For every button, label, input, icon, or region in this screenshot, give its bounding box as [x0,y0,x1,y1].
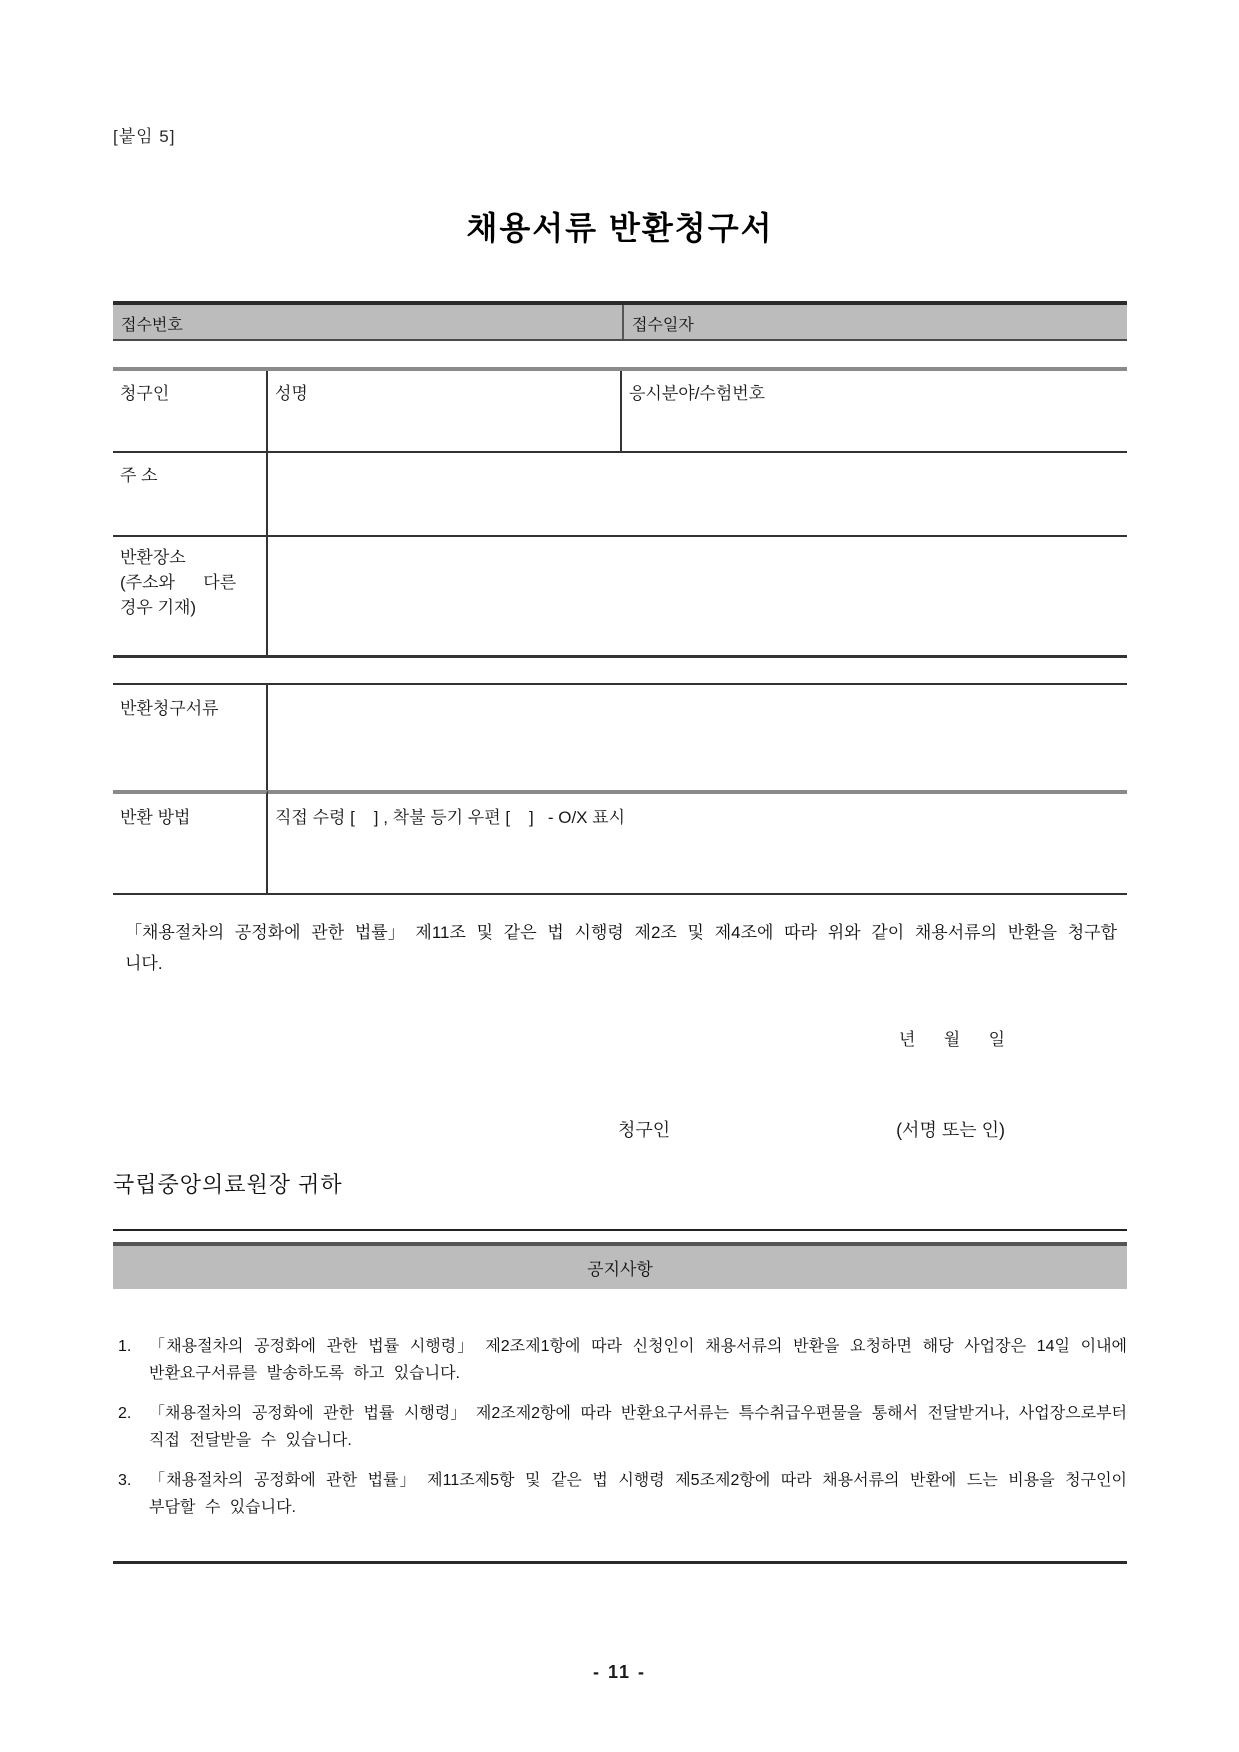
page-title: 채용서류 반환청구서 [466,210,774,246]
notice-item-2-number: 2. [118,1405,132,1422]
recipient-line: 국립중앙의료원장 귀하 [113,1172,343,1197]
reception-table [113,301,1127,341]
date-line: 년 월 일 [899,1030,1005,1049]
exam-field-label: 응시분야/수험번호 [629,384,766,403]
notice-item-1 [113,1333,1127,1387]
page-number: - 11 - [592,1662,647,1682]
notice-item-1-number: 1. [118,1338,132,1355]
return-place-value-cell [268,535,1127,655]
signer-label: 청구인 [618,1120,671,1140]
document-page [113,0,1127,1564]
attachment-label: [붙임 5] [113,127,176,146]
bottom-rule [113,1561,1127,1564]
address-value-cell [268,451,1127,535]
return-method-value: 직접 수령 [ ] , 착불 등기 우편 [ ] - O/X 표시 [268,790,1127,893]
return-place-line1: 반환장소 [120,548,186,567]
claimant-table [113,367,1127,658]
return-place-line2: (주소와 다른 [120,573,237,592]
return-docs-label: 반환청구서류 [113,685,268,790]
signature-line [113,1116,1127,1142]
return-docs-value-cell [268,685,1127,790]
notice-header-bar [113,1242,1127,1289]
divider-rule [113,1229,1127,1231]
notice-title: 공지사항 [587,1260,653,1279]
name-label: 성명 [268,371,622,451]
return-place-label [113,535,268,655]
notice-item-2-text: 「채용절차의 공정화에 관한 법률 시행령」 제2조제2항에 따라 반환요구서류는 특수취급우편물을 통해서 전달받거나, 사업장으로부터 직접 전달받을 수 있습니다. [149,1405,1127,1449]
claimant-label: 청구인 [113,371,268,451]
notice-item-3-number: 3. [118,1472,132,1489]
address-label: 주 소 [113,451,268,535]
return-method-label: 반환 방법 [113,790,268,893]
statement-paragraph: 「채용절차의 공정화에 관한 법률」 제11조 및 같은 법 시행령 제2조 및 제4조에 따라 위와 같이 채용서류의 반환을 청구합니다. [125,923,1117,973]
reception-number-cell: 접수번호 [113,305,622,339]
sign-note: (서명 또는 인) [896,1120,1005,1140]
notice-item-2 [113,1400,1127,1454]
return-place-line3: 경우 기재) [120,598,197,617]
notice-item-3 [113,1467,1127,1521]
notice-item-3-text: 「채용절차의 공정화에 관한 법률」 제11조제5항 및 같은 법 시행령 제5조제2항에 따라 채용서류의 반환에 드는 비용을 청구인이 부담할 수 있습니다. [149,1472,1127,1516]
notice-item-1-text: 「채용절차의 공정화에 관한 법률 시행령」 제2조제1항에 따라 신청인이 채용서류의 반환을 요청하면 해당 사업장은 14일 이내에 반환요구서류를 발송하도록 하고 있습니다. [149,1338,1127,1382]
reception-date-cell: 접수일자 [622,305,1127,339]
notice-list [113,1333,1127,1521]
return-table [113,683,1127,895]
